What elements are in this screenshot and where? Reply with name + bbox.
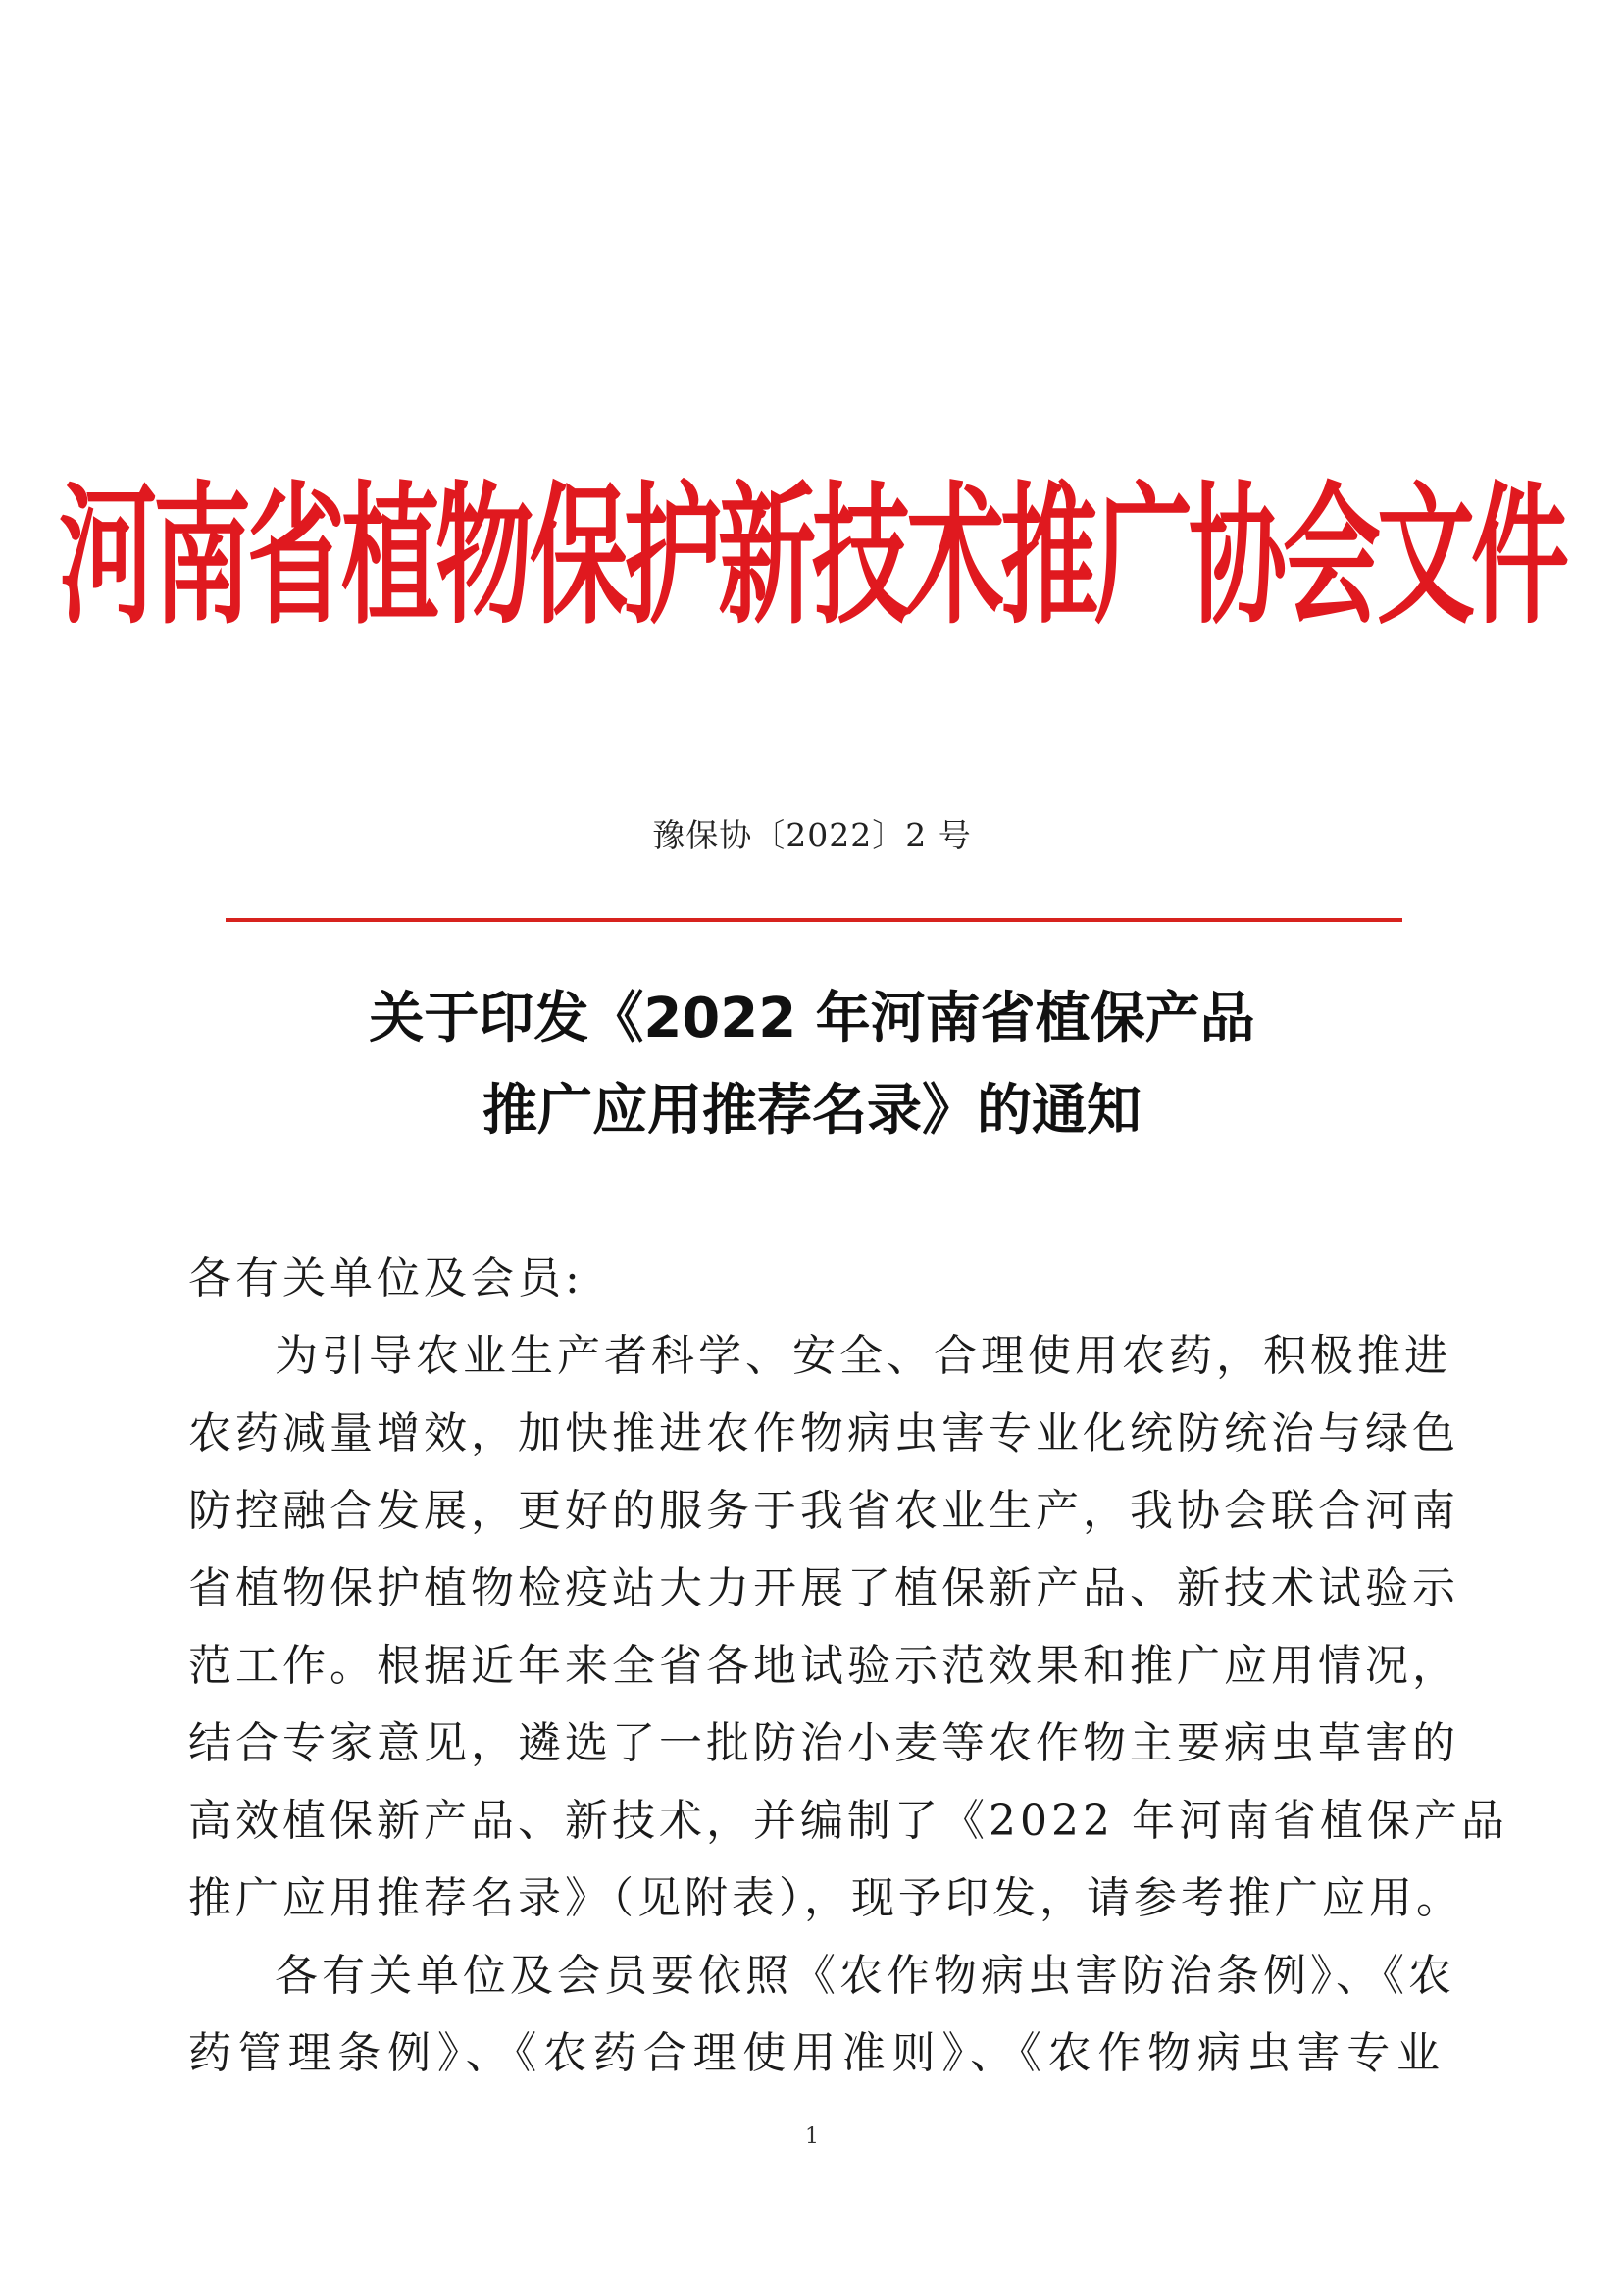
paragraph-2 [188, 1937, 1455, 2092]
paragraph-line: 为引导农业生产者科学、安全、合理使用农药，积极推进 [275, 1331, 1451, 1381]
notice-body [188, 1240, 1508, 2092]
paragraph-line: 范工作。根据近年来全省各地试验示范效果和推广应用情况， [188, 1641, 1459, 1691]
paragraph-line: 防控融合发展，更好的服务于我省农业生产，我协会联合河南 [188, 1486, 1459, 1536]
paragraph-line: 农药减量增效，加快推进农作物病虫害专业化统防统治与绿色 [188, 1408, 1459, 1458]
paragraph-line: 各有关单位及会员要依照《农作物病虫害防治条例》、《农 [275, 1951, 1455, 2001]
paragraph-line: 省植物保护植物检疫站大力开展了植保新产品、新技术试验示 [188, 1563, 1459, 1613]
paragraph-line: 药管理条例》、《农药合理使用准则》、《农作物病虫害专业 [188, 2028, 1444, 2078]
document-number: 豫保协〔2022〕2 号 [652, 816, 972, 854]
page-number: 1 [805, 2124, 819, 2149]
notice-title-line-1: 关于印发《2022 年河南省植保产品 [369, 987, 1255, 1050]
paragraph-1 [188, 1317, 1508, 1937]
org-header-title: 河南省植物保护新技术推广协会文件 [59, 467, 1565, 645]
paragraph-line: 高效植保新产品、新技术，并编制了《2022 年河南省植保产品 [188, 1796, 1508, 1846]
paragraph-line: 结合专家意见，遴选了一批防治小麦等农作物主要病虫草害的 [188, 1718, 1459, 1768]
red-divider-rule [226, 918, 1402, 922]
notice-title-line-2: 推广应用推荐名录》的通知 [482, 1079, 1142, 1143]
notice-title [0, 973, 1624, 1157]
salutation: 各有关单位及会员: [188, 1253, 584, 1303]
paragraph-line: 推广应用推荐名录》（见附表），现予印发，请参考推广应用。 [188, 1873, 1463, 1923]
